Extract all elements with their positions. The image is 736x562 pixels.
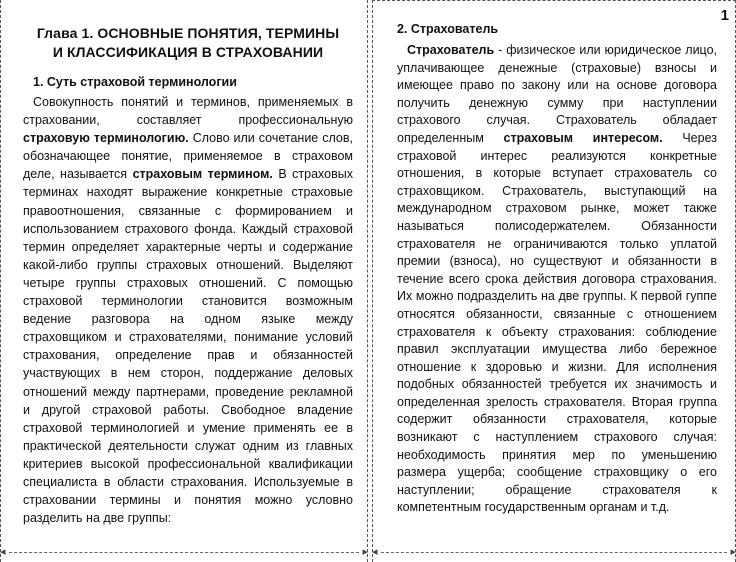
arrow-left-icon: ◂ [372,546,378,558]
paragraph-terminology [23,93,353,527]
bottom-rule [9,552,359,553]
right-page-content [397,22,717,517]
page-number: 1 [720,7,729,24]
arrow-right-icon: ▸ [730,546,736,558]
text-run: В страховых терминах находят выражение конкретные страховые правоотношения, связанные с формированием и использованием страхового фонда. Каждый страховой термин определяет характерные черты и содержание какой-либо группы страховых отношений. Выделяют четыре группы страховых отношений. С помощью страховой терминологии становится возможным ведение разговора на одном языке между страховщиком и страхователями, понимание условий страхования, определение прав и обязанностей участвующих в нем сторон, поддержание деловых отношений между партнерами, проведение рекламной и другой страховой работы. Свободное владение страховой терминологией и умение применять ее в практической деятельности служат одним из главных критериев высокой профессиональной квалификации специалиста в области страхования. Используемые в страховании термины и понятия можно условно разделить на две группы: [23,167,353,526]
chapter-title-line2: И КЛАССИФИКАЦИЯ В СТРАХОВАНИИ [52,44,324,60]
section-title-terminology: 1. Суть страховой терминологии [33,75,237,89]
text-run: Через страховой интерес реализуются конкретные отношения, в которые вступает страхователь со страховщиком. Страхователь, выступающий на международном страховом рынке, может также называться полисодержателем. Обязанности страхователя не ограничиваются только уплатой премии (взноса), но существуют и обязанности в течение всего срока действия договора страхования. Их можно подразделить на две группы. К первой гуппе относятся обязанности, связанные с отношением страхователя к объекту страхования: соблюдение правил эксплуатации имущества либо бережное отношение к здоровью и жизни. Для исполнения подобных обязанностей требуется их значимость и определенная зрелость страхователя. Вторая группа содержит обязанности страхователя, которые возникают с наступлением страхового случая: необходимость принятия мер по уменьшению размера ущерба; сообщение страховщику о его наступлении; обращение страхователя к компетентным государственным органам и т.д. [397,130,717,515]
text-run: Совокупность понятий и терминов, применяемых в страховании, составляет профессиональную [23,95,353,128]
text-run: - физическое или юридическое лицо, уплачивающее денежные (страховые) взносы и имеющее право по закону или на основе договора получить денежную сумму при наступлении страхового случая. Страхователь обладает определенным [397,43,717,145]
text-run: Слово или сочетание слов, обозначающее понятие, применяемое в страховом деле, называется [23,131,353,182]
paragraph-policyholder [397,42,717,517]
arrow-left-icon: ◂ [0,546,6,558]
right-page [372,0,736,562]
bold-term: страховым термином. [132,167,273,182]
bold-term: страховым интересом. [503,130,663,145]
chapter-title [23,24,353,62]
bold-term: страховую терминологию. [23,131,189,146]
chapter-title-line1: Глава 1. ОСНОВНЫЕ ПОНЯТИЯ, ТЕРМИНЫ [36,25,340,41]
left-page-content [23,24,353,527]
arrow-right-icon: ▸ [362,546,368,558]
bottom-rule [381,552,727,553]
bold-term: Страхователь [407,43,495,57]
section-title-policyholder: 2. Страхователь [397,22,499,36]
crop-mark [1,0,9,6]
